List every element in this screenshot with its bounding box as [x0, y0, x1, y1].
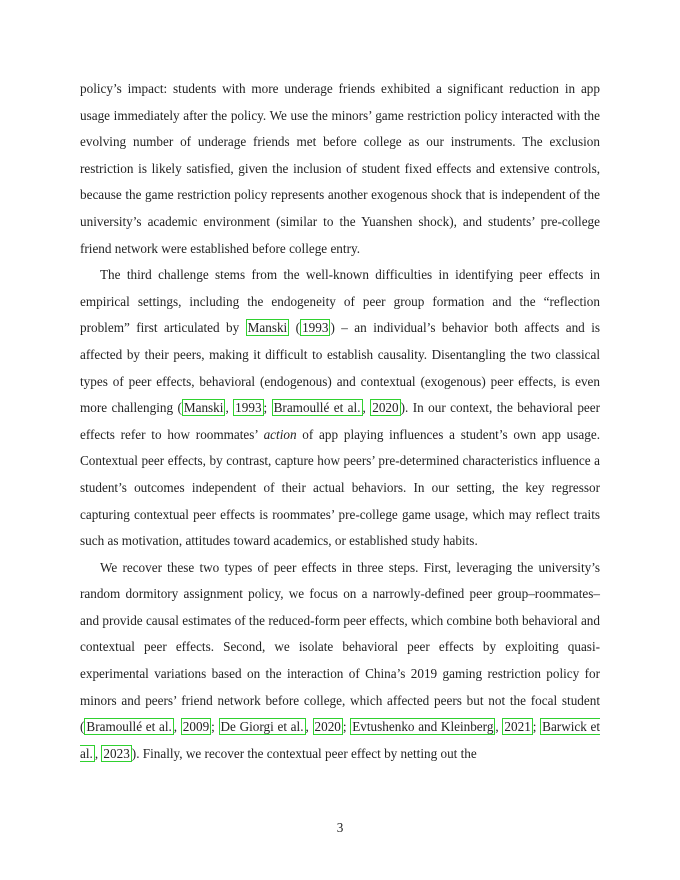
citation-link-manski[interactable]: Manski [247, 320, 288, 336]
paragraph-2-text: , [225, 400, 234, 416]
paragraph-3-text: , [94, 745, 102, 761]
paragraph-3-text: , [495, 719, 503, 735]
paragraph-3 [80, 555, 600, 768]
paragraph-3-text: ; [342, 719, 351, 735]
paragraph-3-text: ). Finally, we recover the contextual peer effect by netting out the [131, 745, 477, 761]
paragraph-2-text: The third challenge stems from the well-known difficulties in identifying peer effects in empirical settings, including the endogeneity of peer group formation and the “reflection problem” first articulated by [80, 267, 600, 336]
body-text [80, 76, 600, 767]
paragraph-3-text: ; [532, 719, 541, 735]
citation-link-bramoulle[interactable]: Bramoullé et al. [273, 400, 361, 416]
citation-link-bramoulle[interactable]: Bramoullé et al. [86, 719, 172, 735]
page-number: 3 [336, 820, 344, 835]
citation-link-1993[interactable]: 1993 [302, 320, 329, 336]
emphasis-action: action [263, 426, 297, 442]
paragraph-2-text: ). In our context, the behavioral peer effects refer to how roommates’ [80, 400, 601, 442]
paragraph-2 [80, 262, 600, 555]
citation-link-2020[interactable]: 2020 [372, 400, 399, 416]
citation-link-barwick[interactable]: Barwick et al. [80, 719, 601, 761]
citation-link-1993[interactable]: 1993 [235, 400, 262, 416]
paragraph-2-text: ) – an individual’s behavior both affects and is affected by their peers, making it difficult to establish causality. Disentangling the two classical types of peer effects, behavioral (endogenous) and contextual (exogenous) peer effects, is even more challenging ( [80, 320, 600, 416]
citation-link-evtushenko[interactable]: Evtushenko and Kleinberg [352, 719, 494, 735]
paragraph-2-text: of app playing influences a student’s own app usage. Contextual peer effects, by contrast, capture how peers’ pre-determined characteristics influence a student’s outcomes independent of their actual behaviors. In our setting, the key regressor capturing contextual peer effects is roommates’ pre-college game usage, which may reflect traits such as motivation, attitudes toward academics, or established study habits. [80, 426, 600, 549]
citation-link-2023[interactable]: 2023 [103, 745, 130, 761]
citation-link-manski[interactable]: Manski [183, 400, 224, 416]
paragraph-1-text: policy’s impact: students with more underage friends exhibited a significant reduction in app usage immediately after the policy. We use the minors’ game restriction policy interacted with the evolving number of underage friends met before college as our instruments. The exclusion restriction is likely satisfied, given the inclusion of student fixed effects and extensive controls, because the game restriction policy represents another exogenous shock that is independent of the university’s academic environment (similar to the Yuanshen shock), and students’ pre-college friend network were established before college entry. [80, 81, 600, 256]
paragraph-1 [80, 76, 600, 262]
citation-link-2021[interactable]: 2021 [504, 719, 531, 735]
citation-link-2009[interactable]: 2009 [182, 719, 210, 735]
paragraph-2-text: ( [289, 320, 301, 336]
citation-link-de-giorgi[interactable]: De Giorgi et al. [220, 719, 304, 735]
paragraph-3-text: We recover these two types of peer effects in three steps. First, leveraging the university’s random dormitory assignment policy, we focus on a narrowly-defined peer group–roommates– and provide causal estimates of the reduced-form peer effects, which combine both behavioral and contextual peer effects. Second, we isolate behavioral peer effects by exploiting quasi-experimental variations based on the interaction of China’s 2019 gaming restriction policy for minors and peers’ friend network before college, which affected peers but not the focal student ( [80, 559, 600, 735]
paragraph-2-text: ; [263, 400, 272, 416]
paragraph-3-text: ; [211, 719, 219, 735]
paragraph-2-text: , [362, 400, 371, 416]
paragraph-3-text: , [173, 719, 181, 735]
citation-link-2020[interactable]: 2020 [314, 719, 341, 735]
paragraph-3-text: , [305, 719, 313, 735]
